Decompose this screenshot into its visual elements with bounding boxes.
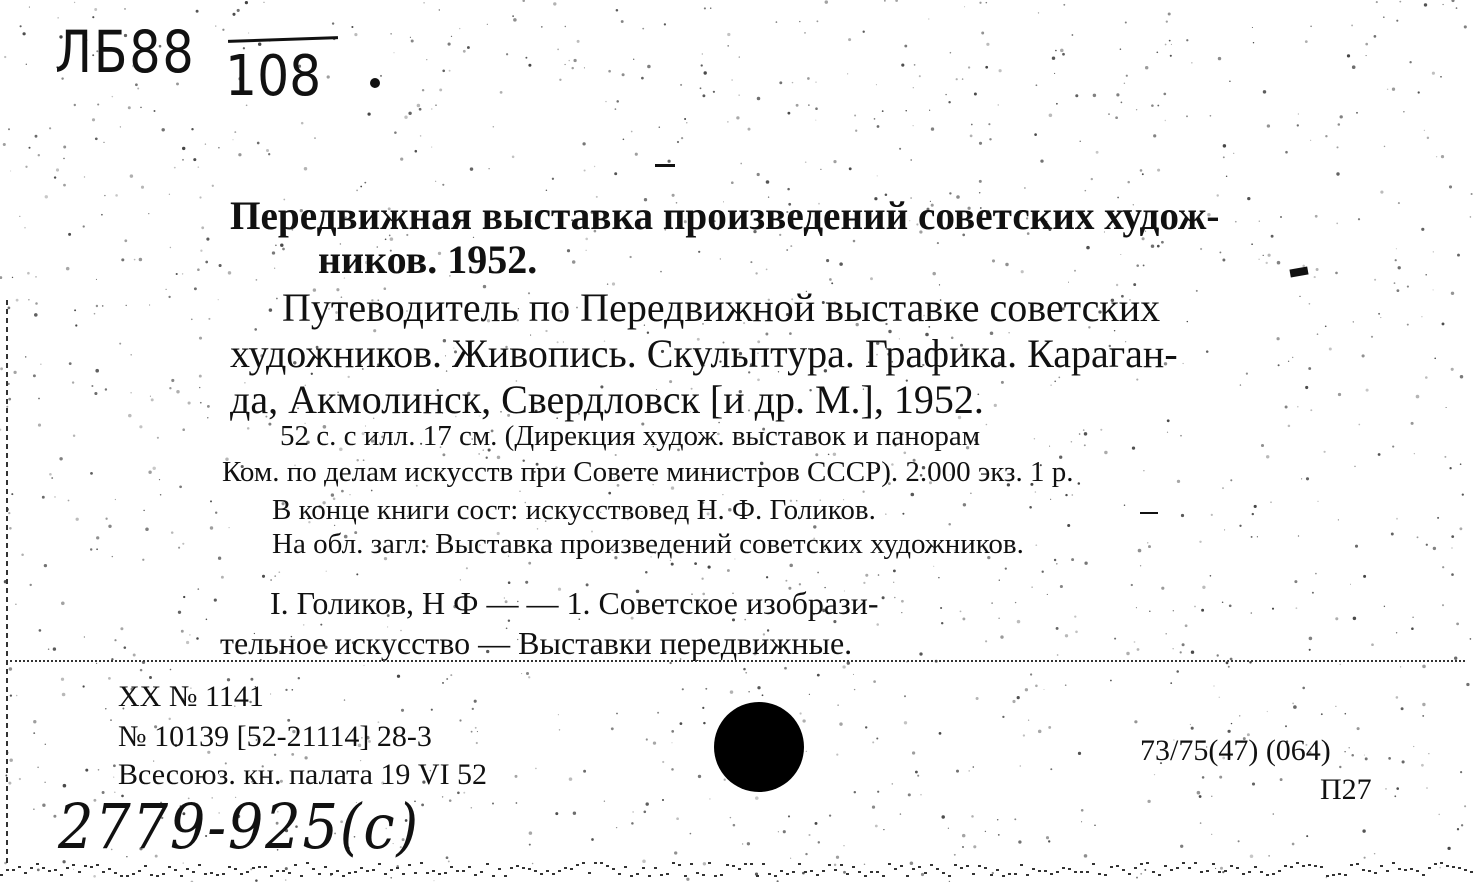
physical-description-line-1: 52 с. с илл. 17 см. (Дирекция худож. выставок и панорам	[280, 420, 981, 452]
shelfmark-subnumber: 108	[225, 44, 322, 109]
stray-mark	[655, 164, 675, 167]
classification-number: 73/75(47) (064)	[1140, 734, 1331, 767]
entry-title-line-1: Путеводитель по Передвижной выставке советских	[282, 285, 1161, 330]
note-line-2: На обл. загл: Выставка произведений советских художников.	[272, 528, 1024, 560]
tracing-line-2: тельное искусство — Выставки передвижные.	[220, 625, 853, 661]
shelfmark-dot	[370, 78, 380, 88]
punch-hole	[714, 702, 804, 792]
footer-line-3: Всесоюз. кн. палата 19 VI 52	[118, 758, 488, 791]
inventory-number-handwritten: 2779-925(c)	[58, 790, 420, 863]
tracing-line-1: I. Голиков, Н Ф — — 1. Советское изобрази-	[270, 585, 879, 621]
footer-line-2: № 10139 [52-21114] 28-3	[118, 720, 432, 753]
physical-description-line-2: Ком. по делам искусств при Совете министров СССР). 2.000 экз. 1 р.	[222, 456, 1074, 488]
shelfmark-handwritten: ЛБ88	[55, 18, 196, 86]
entry-heading-line-2: ников. 1952.	[318, 237, 538, 282]
cutter-number: П27	[1320, 773, 1372, 806]
dotted-separator-rule	[10, 660, 1465, 664]
entry-title-line-2: художников. Живопись. Скульптура. Графика. Караган-	[230, 331, 1178, 376]
note-line-1: В конце книги сост: искусствовед Н. Ф. Голиков.	[272, 494, 876, 526]
stray-mark	[1140, 512, 1158, 514]
entry-heading-line-1: Передвижная выставка произведений советских худож-	[230, 193, 1220, 238]
footer-line-1: XX № 1141	[118, 680, 264, 713]
entry-title-line-3: да, Акмолинск, Свердловск [и др. М.], 1952.	[230, 377, 984, 422]
